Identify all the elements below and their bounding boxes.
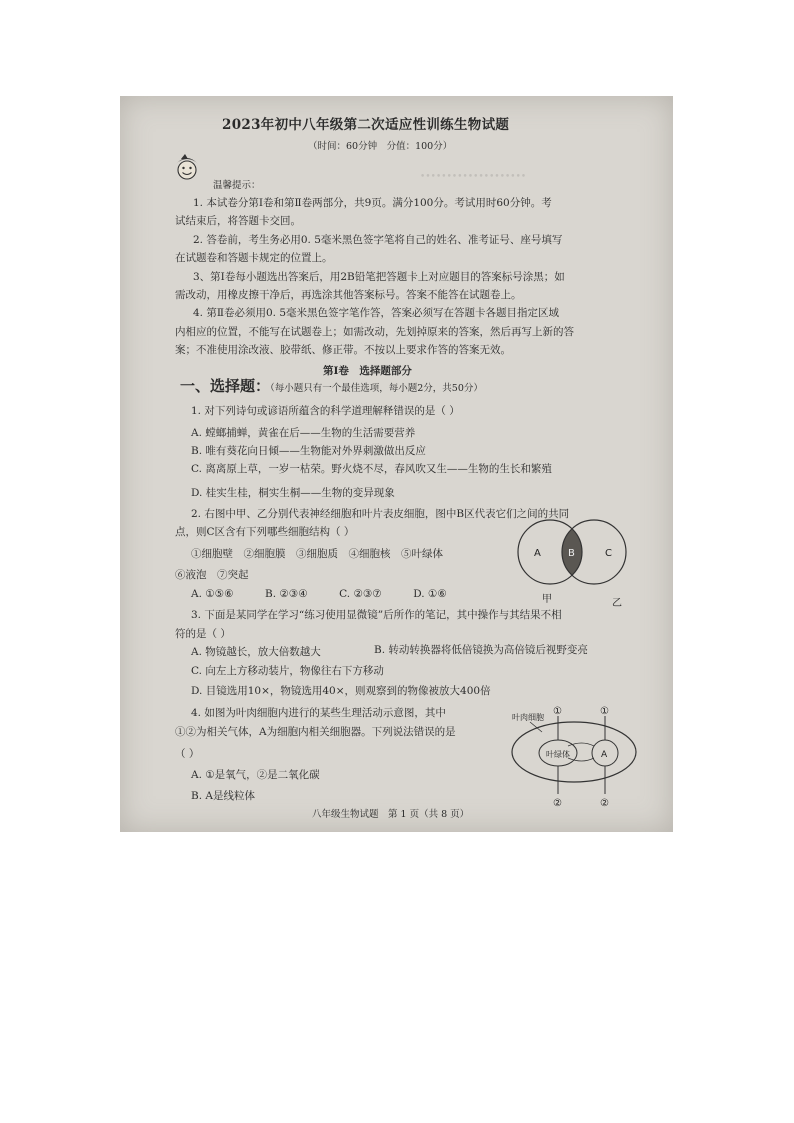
q3-option: D. 目镜选用10×，物镜选用40×，则观察到的物像被放大400倍 bbox=[191, 685, 491, 697]
gas-1-label-right: ① bbox=[600, 706, 609, 717]
q4-stem: 4. 如图为叶肉细胞内进行的某些生理活动示意图，其中 bbox=[191, 707, 446, 719]
q3-stem: 3. 下面是某同学在学习“练习使用显微镜”后所作的笔记，其中操作与其结果不相 bbox=[191, 609, 562, 621]
notice-line: 需改动，用橡皮擦干净后，再选涂其他答案标号。答案不能答在试题卷上。 bbox=[175, 289, 522, 301]
q1-stem: 1. 对下列诗句或谚语所蕴含的科学道理解释错误的是（ ） bbox=[191, 405, 460, 417]
q2-items: ①细胞壁 ②细胞膜 ③细胞质 ④细胞核 ⑤叶绿体 bbox=[191, 548, 443, 560]
notice-line: 1. 本试卷分第Ⅰ卷和第Ⅱ卷两部分，共9页。满分100分。考试用时60分钟。考 bbox=[193, 197, 552, 209]
venn-label-left: 甲 bbox=[542, 594, 552, 605]
smiley-icon bbox=[172, 154, 202, 182]
gas-2-label-right: ② bbox=[600, 798, 609, 809]
notice-label: 温馨提示： bbox=[213, 180, 261, 191]
venn-label-a: A bbox=[534, 548, 541, 559]
section-title: 一、选择题： bbox=[180, 377, 271, 395]
notice-line: 2. 答卷前，考生务必用0. 5毫米黑色签字笔将自己的姓名、准考证号、座号填写 bbox=[193, 234, 563, 246]
part-title: 第Ⅰ卷 选择题部分 bbox=[323, 365, 412, 377]
notice-line: 3、第Ⅰ卷每小题选出答案后，用2B铅笔把答题卡上对应题目的答案标号涂黑；如 bbox=[193, 271, 565, 283]
exam-title: 2023年初中八年级第二次适应性训练生物试题 bbox=[222, 117, 510, 133]
venn-label-b: B bbox=[568, 548, 575, 559]
notice-line: 案；不准使用涂改液、胶带纸、修正带。不按以上要求作答的答案无效。 bbox=[175, 344, 511, 356]
q2-stem: 点，则C区含有下列哪些细胞结构（ ） bbox=[175, 526, 355, 538]
gas-1-label-left: ① bbox=[553, 706, 562, 717]
gas-2-label-left: ② bbox=[553, 798, 562, 809]
q4-option: A. ①是氧气，②是二氧化碳 bbox=[191, 769, 320, 781]
venn-label-right: 乙 bbox=[612, 598, 622, 608]
q3-stem: 符的是（ ） bbox=[175, 628, 231, 640]
leaf-cell-diagram bbox=[502, 702, 642, 814]
chloroplast-label: 叶绿体 bbox=[546, 750, 570, 759]
q4-stem: ①②为相关气体，A为细胞内相关细胞器。下列说法错误的是 bbox=[175, 726, 456, 738]
notice-line: 在试题卷和答题卡规定的位置上。 bbox=[175, 252, 333, 264]
q3-option: C. 向左上方移动装片，物像往右下方移动 bbox=[191, 665, 384, 677]
venn-label-c: C bbox=[605, 548, 612, 559]
q1-option: D. 桂实生桂，桐实生桐——生物的变异现象 bbox=[191, 487, 395, 499]
section-note: （每小题只有一个最佳选项，每小题2分，共50分） bbox=[270, 383, 483, 394]
exam-subtitle: （时间：60分钟 分值：100分） bbox=[308, 141, 453, 152]
cell-label: 叶肉细胞 bbox=[512, 713, 544, 722]
section-heading bbox=[180, 379, 483, 396]
q2-items: ⑥液泡 ⑦突起 bbox=[175, 569, 249, 581]
q3-option: A. 物镜越长，放大倍数越大 bbox=[191, 646, 321, 658]
notice-line: 4. 第Ⅱ卷必须用0. 5毫米黑色签字笔作答，答案必须写在答题卡各题目指定区域 bbox=[193, 307, 560, 319]
q2-options: A. ①⑤⑥ B. ②③④ C. ②③⑦ D. ①⑥ bbox=[191, 588, 447, 600]
q2-stem: 2. 右图中甲、乙分别代表神经细胞和叶片表皮细胞，图中B区代表它们之间的共同 bbox=[191, 508, 570, 520]
notice-line: 试结束后，将答题卡交回。 bbox=[175, 215, 301, 227]
q1-option: A. 螳螂捕蝉，黄雀在后——生物的生活需要营养 bbox=[191, 427, 416, 439]
q4-stem: （ ） bbox=[175, 748, 200, 760]
exam-page bbox=[120, 96, 673, 832]
venn-diagram bbox=[512, 510, 632, 608]
q4-option: B. A是线粒体 bbox=[191, 790, 255, 802]
q3-option: B. 转动转换器将低倍镜换为高倍镜后视野变亮 bbox=[374, 644, 588, 656]
q1-option: C. 离离原上草，一岁一枯荣。野火烧不尽，春风吹又生——生物的生长和繁殖 bbox=[191, 463, 552, 475]
page-footer: 八年级生物试题 第 1 页（共 8 页） bbox=[312, 809, 470, 820]
organelle-a-label: A bbox=[601, 750, 608, 760]
bleed-through: •••••••••••••••••••• bbox=[420, 172, 527, 182]
notice-line: 内相应的位置，不能写在试题卷上；如需改动，先划掉原来的答案，然后再写上新的答 bbox=[175, 326, 574, 338]
q1-option: B. 唯有葵花向日倾——生物能对外界刺激做出反应 bbox=[191, 445, 426, 457]
